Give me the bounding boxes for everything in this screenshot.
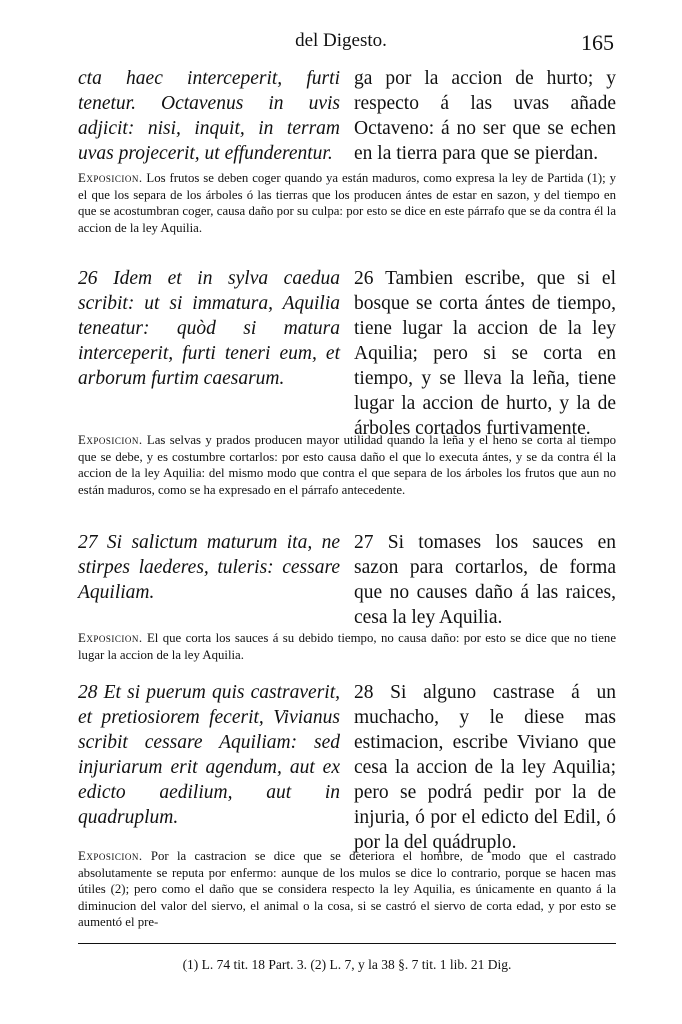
running-title: del Digesto. [295, 30, 387, 51]
latin-text: 28 Et si puerum quis castraverit, et pretiosiorem fecerit, Vivianus scribit cessare Aquiliam: sed injuriarum erit agendum, aut ex edicto aedilium, aut in quadruplum. [78, 682, 340, 828]
exposition-label: Exposicion. [78, 171, 143, 185]
latin-text: cta haec interceperit, furti tenetur. Octavenus in uvis adjicit: nisi, inquit, in terram uvas projecerit, ut effunderentur. [78, 68, 340, 164]
exposition-text: Por la castracion se dice que se deteriora el hombre, de modo que el castrado absolutamente se reputa por enfermo: aunque de los mulos se dice lo contrario, porque se hacen mas útiles (2); pero como el daño que se considera respecto la ley Aquilia, es únicamente en quanto á la diminucion del valor del siervo, el animal o la cosa, si se castró el siervo de corta edad, y por esto se aumentó el pre- [78, 849, 616, 929]
page-header [0, 30, 682, 56]
footnotes: (1) L. 74 tit. 18 Part. 3. (2) L. 7, y la 38 §. 7 tit. 1 lib. 21 Dig. [182, 957, 512, 972]
exposition-note [78, 432, 616, 498]
spanish-text: 26 Tambien escribe, que si el bosque se corta ántes de tiempo, tiene lugar la accion de la ley Aquilia; pero si se corta en tiempo, y se lleva la leña, tiene lugar la accion de hurto, y la de árboles cortados furtivamente. [354, 268, 616, 439]
exposition-text: El que corta los sauces á su debido tiempo, no causa daño: por esto se dice que no tiene lugar la accion de la ley Aquilia. [78, 631, 616, 662]
paragraph-row [78, 680, 616, 853]
latin-text: 26 Idem et in sylva caedua scribit: ut si immatura, Aquilia teneatur: quòd si matura interceperit, furti teneri eum, et arborum furtim caesarum. [78, 268, 340, 389]
exposition-label: Exposicion. [78, 631, 143, 645]
paragraph-row [78, 266, 616, 439]
spanish-text: 28 Si alguno castrase á un muchacho, y le diese mas estimacion, escribe Viviano que cesa la accion de la ley Aquilia; pero se podrá pedir por la de injuria, ó por el edicto del Edil, ó por la del quádruplo. [354, 682, 616, 853]
page-number: 165 [581, 30, 614, 55]
exposition-text: Las selvas y prados producen mayor utilidad quando la leña y el heno se corta al tiempo que se debe, y es costumbre cortarlos: por esto causa daño el que lo executa ántes, y se da contra él la accion de la ley Aquilia: del mismo modo que contra el que separa de los árboles los frutos que aun no están maduros, como se ha expresado en el párrafo antecedente. [78, 433, 616, 497]
exposition-note [78, 630, 616, 663]
exposition-text: Los frutos se deben coger quando ya están maduros, como expresa la ley de Partida (1); y el que los separa de los árboles ó las tierras que los producen ántes de estar en sazon, y del tiempo en que se acostumbran coger, causa daño por su culpa: por esto se dice en este párrafo que se da contra él la accion de la ley Aquilia. [78, 171, 617, 235]
paragraph-row [78, 66, 616, 166]
paragraph-row [78, 530, 616, 628]
exposition-label: Exposicion. [78, 849, 143, 863]
spanish-text: 27 Si tomases los sauces en sazon para cortarlos, de forma que no causes daño á las raices, cesa la ley Aquilia. [354, 532, 616, 628]
latin-text: 27 Si salictum maturum ita, ne stirpes laederes, tuleris: cessare Aquiliam. [78, 532, 340, 603]
spanish-text: ga por la accion de hurto; y respecto á las uvas añade Octaveno: á no ser que se echen en la tierra para que se pierdan. [354, 68, 616, 164]
footnote-rule [78, 943, 616, 944]
exposition-note [78, 848, 616, 931]
exposition-note [78, 170, 616, 236]
exposition-label: Exposicion. [78, 433, 143, 447]
